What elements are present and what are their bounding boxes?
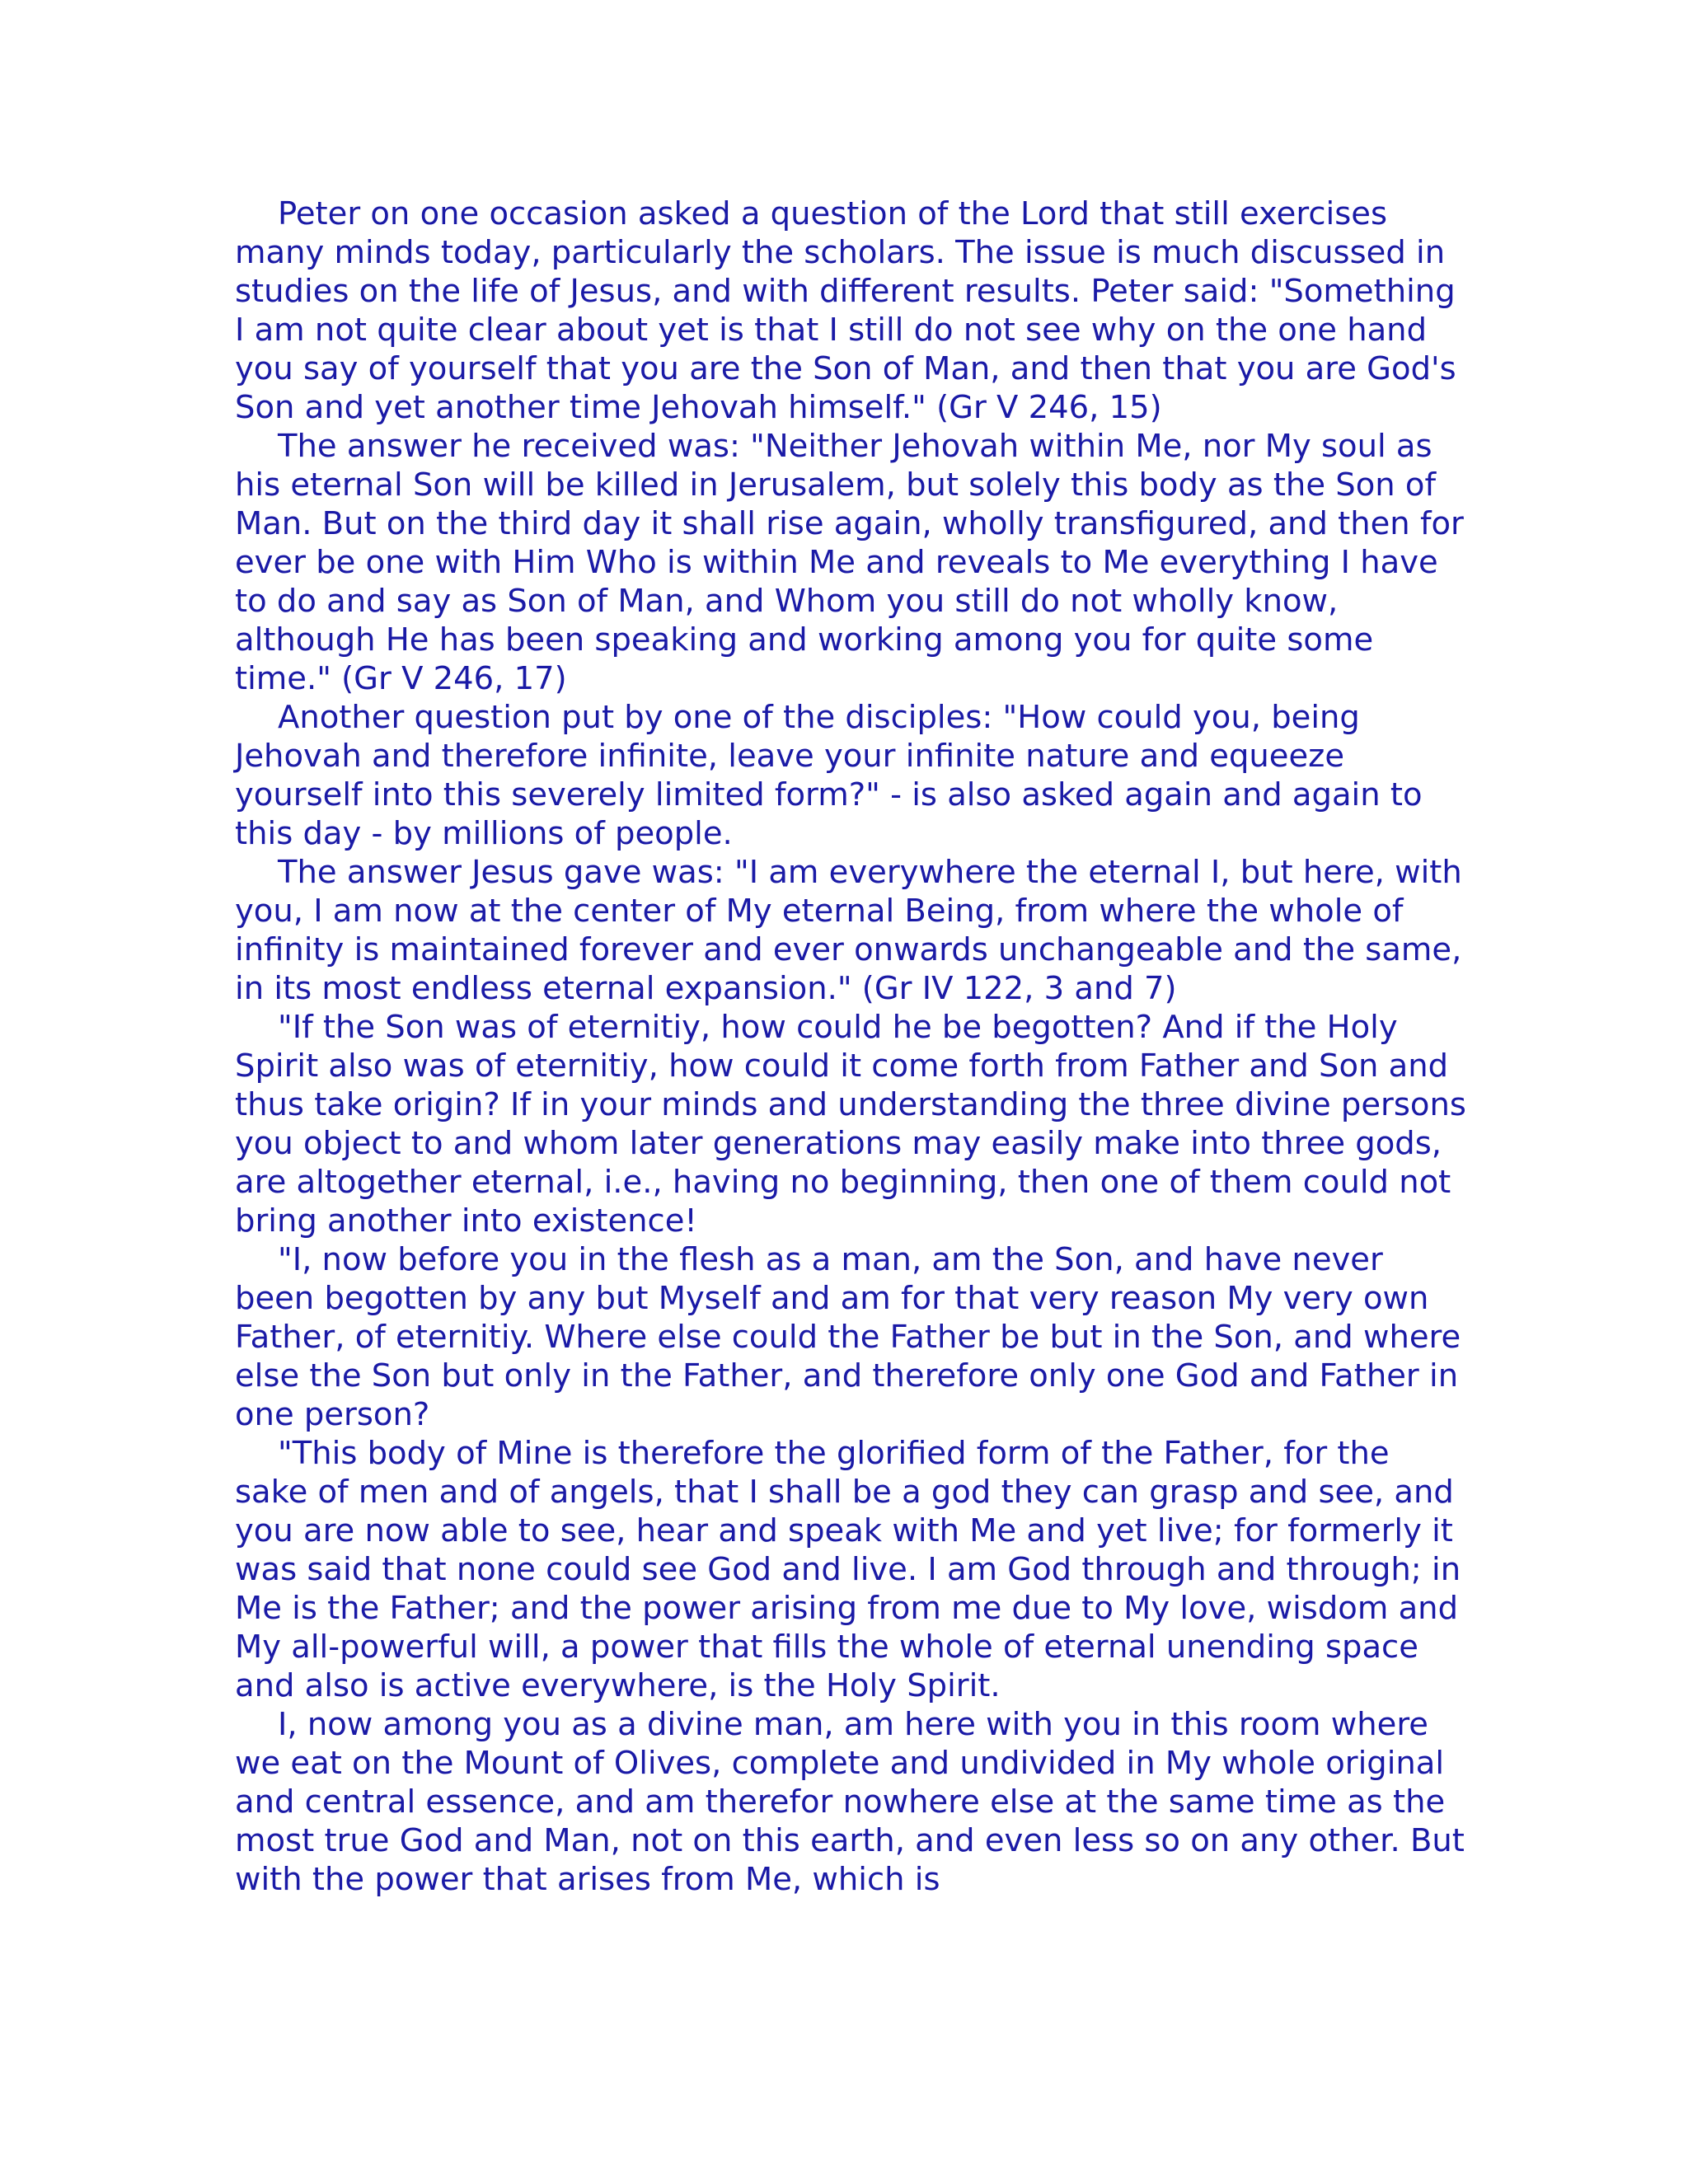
document-page xyxy=(235,194,1471,1899)
paragraph-6: "I, now before you in the flesh as a man, am the Son, and have never been begotten by any but Myself and am for that very reason My very own Father, of eternitiy. Where else could the Father be but in the Son, and where else the Son but only in the Father, and therefore only one God and Father in one person? xyxy=(235,1241,1461,1433)
paragraph-2: The answer he received was: "Neither Jehovah within Me, nor My soul as his eternal Son will be killed in Jerusalem, but solely this body as the Son of Man. But on the third day it shall rise again, wholly transfigured, and then for ever be one with Him Who is within Me and reveals to Me everything I have to do and say as Son of Man, and Whom you still do not wholly know, although He has been speaking and working among you for quite some time." (Gr V 246, 17) xyxy=(235,428,1464,697)
paragraph-4: The answer Jesus gave was: "I am everywhere the eternal I, but here, with you, I am now at the center of My eternal Being, from where the whole of infinity is maintained forever and ever onwards unchangeable and the same, in its most endless eternal expansion." (Gr IV 122, 3 and 7) xyxy=(235,854,1462,1007)
paragraph-3: Another question put by one of the disciples: "How could you, being Jehovah and therefore infinite, leave your infinite nature and equeeze yourself into this severely limited form?" - is also asked again and again to this day - by millions of people. xyxy=(235,699,1423,852)
paragraph-1: Peter on one occasion asked a question of the Lord that still exercises many minds today, particularly the scholars. The issue is much discussed in studies on the life of Jesus, and with different results. Peter said: "Something I am not quite clear about yet is that I still do not see why on the one hand you say of yourself that you are the Son of Man, and then that you are God's Son and yet another time Jehovah himself." (Gr V 246, 15) xyxy=(235,195,1456,426)
paragraph-8: I, now among you as a divine man, am here with you in this room where we eat on the Mount of Olives, complete and undivided in My whole original and central essence, and am therefor nowhere else at the same time as the most true God and Man, not on this earth, and even less so on any other. But with the power that arises from Me, which is xyxy=(235,1706,1465,1898)
paragraph-5: "If the Son was of eternitiy, how could he be begotten? And if the Holy Spirit also was of eternitiy, how could it come forth from Father and Son and thus take origin? If in your minds and understanding the three divine persons you object to and whom later generations may easily make into three gods, are altogether eternal, i.e., having no beginning, then one of them could not bring another into existence! xyxy=(235,1009,1466,1240)
paragraph-7: "This body of Mine is therefore the glorified form of the Father, for the sake of men and of angels, that I shall be a god they can grasp and see, and you are now able to see, hear and speak with Me and yet live; for formerly it was said that none could see God and live. I am God through and through; in Me is the Father; and the power arising from me due to My love, wisdom and My all-powerful will, a power that fills the whole of eternal unending space and also is active everywhere, is the Holy Spirit. xyxy=(235,1435,1461,1704)
